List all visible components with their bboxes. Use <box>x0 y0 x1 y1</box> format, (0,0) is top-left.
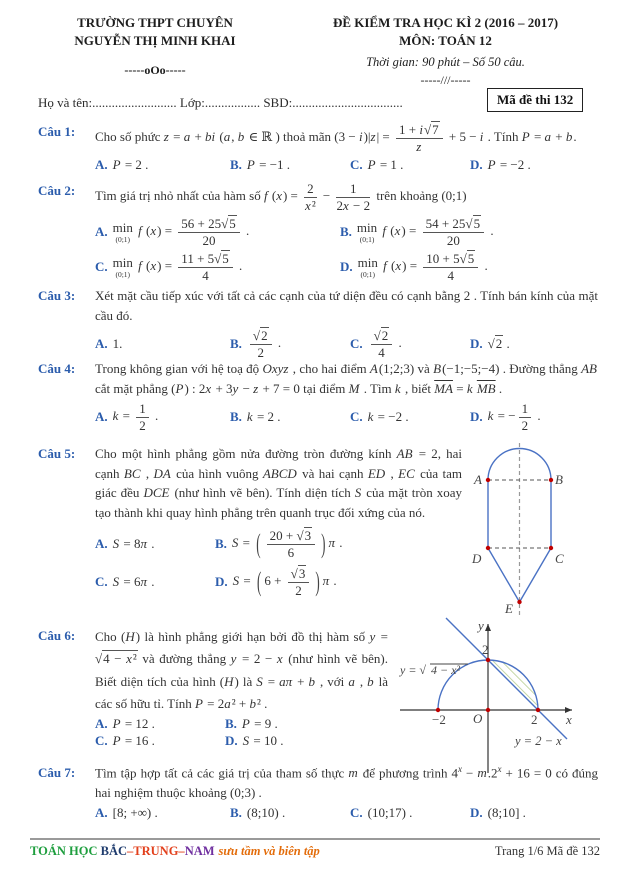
option-c-text: S = 6π . <box>112 574 155 590</box>
option-b-text: min (0;1) f (x) = $\frac{54 + 25√5}{20}$ . <box>356 216 494 248</box>
exam-time: Thời gian: 90 phút – Số 50 câu. <box>366 55 525 70</box>
option-c: C. $\frac{√2}{4}$ . <box>350 328 402 360</box>
question-6-body: Cho (H) là hình phẳng giới hạn bởi đồ thị hàm số y = √4 − x² và đường thẳng y = 2 − x (như hình vẽ bên). Biết diện tích của hình (H) là S = aπ + b , với a , b là các số hữu tỉ. Tính P = 2a² + b² . <box>95 629 389 712</box>
tick-label-2-top: 2 <box>482 642 489 657</box>
option-a: A. S = 8π . <box>95 536 155 552</box>
option-b: B. S = ( $\frac{20 + √3}{6}$ ) π . <box>215 527 343 560</box>
side-ce <box>520 548 552 602</box>
point-0-2 <box>486 658 490 662</box>
point-label-a: A <box>474 472 482 487</box>
point-d <box>486 546 490 550</box>
question-6-number: Câu 6: <box>38 628 76 643</box>
question-5 <box>38 444 462 598</box>
footer-brand <box>30 844 320 859</box>
option-a: A. P = 2 . <box>95 157 149 173</box>
question-1 <box>38 122 598 173</box>
point-c <box>549 546 553 550</box>
option-d: D. k = − $\frac{1}{2}$ . <box>470 401 541 433</box>
option-a-text: P = 2 . <box>112 157 149 173</box>
option-d-text: S = ( 6 + $\frac{√3}{2}$ ) π . <box>232 565 337 598</box>
question-4 <box>38 359 598 433</box>
question-6-options-row1 <box>95 716 388 732</box>
question-3-options <box>95 328 598 360</box>
option-d: D. min (0;1) f (x) = $\frac{10 + 5√5}{4}$ . <box>340 251 488 283</box>
figure-rotation-solid <box>460 441 586 617</box>
option-c-text: k = −2 . <box>367 409 409 425</box>
option-d-text: √2 . <box>487 336 510 352</box>
option-a-text: P = 12 . <box>112 716 155 732</box>
option-b-text: $\frac{√2}{2}$ . <box>247 328 281 360</box>
point-e <box>517 600 521 604</box>
question-5-options-row2 <box>95 566 462 598</box>
option-d-text: S = 10 . <box>242 733 284 749</box>
question-1-number: Câu 1: <box>38 124 76 139</box>
option-a-text: min (0;1) f (x) = $\frac{56 + 25√5}{20}$ . <box>112 216 250 248</box>
question-2-options-row2 <box>95 251 598 283</box>
question-6-options-row2 <box>95 733 388 749</box>
line-equation-label: y = 2 − x <box>515 734 562 748</box>
question-3-number: Câu 3: <box>38 288 76 303</box>
option-b: B. (8;10) . <box>230 805 286 821</box>
brand-trung: –TRUNG– <box>127 844 185 858</box>
tick-label-2-right: 2 <box>531 712 538 727</box>
figure-semicircle-graph <box>388 616 628 776</box>
page-footer <box>30 838 600 859</box>
point-b <box>549 478 553 482</box>
option-d: D. S = ( 6 + $\frac{√3}{2}$ ) π . <box>215 565 337 598</box>
point-label-d: D <box>472 551 482 566</box>
school-name-line2: NGUYỄN THỊ MINH KHAI <box>74 32 236 48</box>
option-c-text: P = 16 . <box>112 733 155 749</box>
option-d-text: min (0;1) f (x) = $\frac{10 + 5√5}{4}$ . <box>357 251 488 283</box>
option-c: C. P = 1 . <box>350 157 404 173</box>
origin-label: O <box>473 711 483 726</box>
school-divider: -----oOo----- <box>124 63 186 78</box>
axis-label-y: y <box>478 618 484 633</box>
exam-subject: MÔN: TOÁN 12 <box>399 32 492 48</box>
option-d-text: k = − $\frac{1}{2}$ . <box>487 401 541 433</box>
question-3 <box>38 286 598 360</box>
point-label-c: C <box>555 551 564 566</box>
option-a: A. min (0;1) f (x) = $\frac{56 + 25√5}{20}$ . <box>95 216 250 248</box>
option-c-text: P = 1 . <box>367 157 404 173</box>
question-1-body: Cho số phức z = a + bi (a, b ∈ ℝ ) thoả mãn (3 − i)|z| = $\frac{1 + i√7}{z}$ + 5 − i . Tính P = a + b. <box>95 122 577 154</box>
option-b: B. min (0;1) f (x) = $\frac{54 + 25√5}{20}$ . <box>340 216 494 248</box>
option-b: B. k = 2 . <box>230 409 281 425</box>
option-b-text: (8;10) . <box>246 805 286 821</box>
question-7-body: Tìm tập hợp tất cả các giá trị của tham số thực m để phương trình $4^x - m.2^x + 16 = 0$ có đúng hai nghiệm thuộc khoảng (0;3) . <box>95 764 598 800</box>
line-y-equals-2-minus-x <box>446 618 567 739</box>
header-exam <box>288 14 603 88</box>
option-b: B. P = 9 . <box>225 716 278 732</box>
exam-title: ĐỀ KIỂM TRA HỌC KÌ 2 (2016 – 2017) <box>332 15 559 30</box>
question-2-body: Tìm giá trị nhỏ nhất của hàm số f (x) = $\frac{2}{\text{x²}}$ − $\frac{1}{2x - 2}$ trên khoảng (0;1) <box>95 181 467 213</box>
option-a: A. 1. <box>95 336 123 352</box>
axis-label-x: x <box>566 712 572 727</box>
point-label-b: B <box>555 472 563 487</box>
question-1-options <box>95 157 598 173</box>
question-4-body: Trong không gian với hệ toạ độ Oxyz , cho hai điểm A(1;2;3) và B(−1;−5;−4) . Đường thẳng AB cắt mặt phẳng (P) : 2x + 3y − z + 7 = 0 tại điểm M . Tìm k , biết $\overline{MA} = k$ $\overline{MB}$ . <box>95 361 597 396</box>
question-5-body: Cho một hình phẳng gồm nửa đường tròn đường kính AB = 2, hai cạnh BC , DA của hình vuông ABCD và hai cạnh ED , EC của tam giác đều DCE (như hình vẽ bên). Tính diện tích S của mặt tròn xoay tạo thành khi quay hình phẳng trên quanh trục đối xứng của nó. <box>95 446 462 520</box>
brand-tagline: sưu tầm và biên tập <box>218 844 320 858</box>
header-school <box>40 14 270 78</box>
brand-nam: NAM <box>184 844 215 858</box>
option-d: D. P = −2 . <box>470 157 531 173</box>
option-b-text: S = ( $\frac{20 + √3}{6}$ ) π . <box>231 527 343 560</box>
question-6 <box>38 626 388 749</box>
question-5-number: Câu 5: <box>38 446 76 461</box>
question-7-number: Câu 7: <box>38 765 76 780</box>
option-a: A. [8; +∞) . <box>95 805 158 821</box>
student-info-line: Họ và tên:.......................... Lớp:................. SBD:.................................. <box>38 95 403 110</box>
option-a-text: [8; +∞) . <box>112 805 158 821</box>
option-c-text: $\frac{√2}{4}$ . <box>368 328 402 360</box>
brand-bac: BẮC <box>100 844 128 858</box>
tick-label-minus-2: −2 <box>432 712 446 727</box>
point-label-e: E <box>505 601 513 616</box>
question-5-options-row1 <box>95 528 462 560</box>
option-c-text: min (0;1) f (x) = $\frac{11 + 5√5}{4}$ . <box>112 251 243 283</box>
school-name-line1: TRƯỜNG THPT CHUYÊN <box>77 15 233 30</box>
option-c: C. k = −2 . <box>350 409 409 425</box>
option-a: A. k = $\frac{1}{2}$ . <box>95 401 159 433</box>
question-2 <box>38 181 598 284</box>
option-b-text: P = −1 . <box>246 157 291 173</box>
question-7-options <box>95 805 598 821</box>
question-4-options <box>95 401 598 433</box>
option-a-text: S = 8π . <box>112 536 155 552</box>
footer-page-info: Trang 1/6 Mã đề 132 <box>494 844 600 858</box>
option-a: A. P = 12 . <box>95 716 155 732</box>
exam-divider: -----///----- <box>420 72 471 87</box>
point-origin <box>486 708 490 712</box>
option-a-text: k = $\frac{1}{2}$ . <box>112 401 159 433</box>
option-d: D. √2 . <box>470 336 510 352</box>
question-4-number: Câu 4: <box>38 361 76 376</box>
option-c: C. S = 6π . <box>95 574 155 590</box>
option-b: B. $\frac{√2}{2}$ . <box>230 328 282 360</box>
option-d: D. S = 10 . <box>225 733 284 749</box>
option-a-text: 1. <box>112 336 123 352</box>
question-3-body: Xét mặt cầu tiếp xúc với tất cả các cạnh của tứ diện đều có cạnh bằng 2 . Tính bán kính của mặt cầu đó. <box>95 288 598 323</box>
question-2-options-row1 <box>95 216 598 248</box>
option-b-text: P = 9 . <box>241 716 278 732</box>
option-c: C. min (0;1) f (x) = $\frac{11 + 5√5}{4}$ . <box>95 251 243 283</box>
question-7 <box>38 763 598 821</box>
brand-toan-hoc: TOÁN HỌC <box>30 844 101 858</box>
option-b-text: k = 2 . <box>246 409 281 425</box>
option-d-text: (8;10] . <box>487 805 526 821</box>
exam-code-box: Mã đề thi 132 <box>487 88 583 112</box>
option-c-text: (10;17) . <box>367 805 413 821</box>
point-a <box>486 478 490 482</box>
option-d-text: P = −2 . <box>487 157 531 173</box>
option-c: C. P = 16 . <box>95 733 155 749</box>
y-axis-arrow <box>485 624 491 631</box>
side-de <box>488 548 520 602</box>
option-c: C. (10;17) . <box>350 805 413 821</box>
option-d: D. (8;10] . <box>470 805 526 821</box>
curve-equation-label-radicand: 4 − x² <box>431 663 461 677</box>
option-b: B. P = −1 . <box>230 157 291 173</box>
curve-equation-label-pre: y = √ <box>400 663 427 677</box>
question-2-number: Câu 2: <box>38 183 76 198</box>
